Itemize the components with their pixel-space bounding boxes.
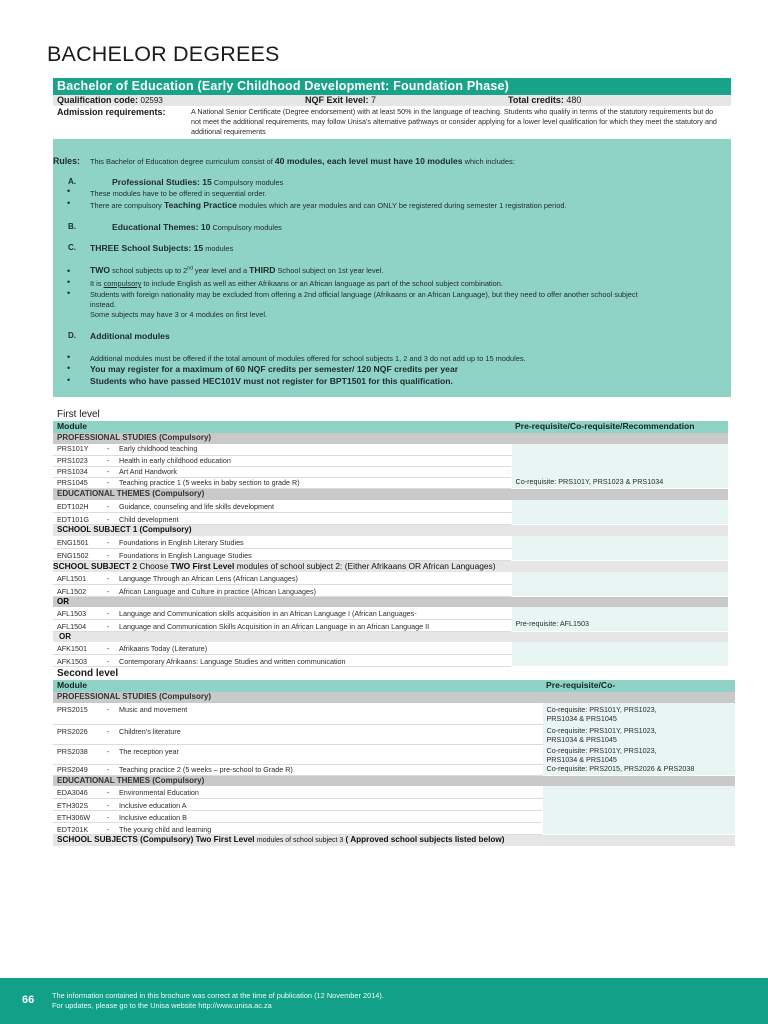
table-row: PRS1034 - Art And Handwork xyxy=(53,466,728,477)
section-c-bullet-2: It is compulsory to include English as well as either Afrikaans or an African language as part of the school subject combination. xyxy=(90,279,503,288)
rules-label: Rules: xyxy=(53,156,80,166)
section-header: EDUCATIONAL THEMES (Compulsory) xyxy=(53,775,735,786)
table-row: PRS2049 - Teaching practice 2 (5 weeks – pre-school to Grade R) Co-requisite: PRS2015, PRS2026 & PRS2038 xyxy=(53,764,735,775)
credits-value: 480 xyxy=(566,95,582,105)
bullet: • xyxy=(67,288,71,298)
table-row: EDT101G - Child development xyxy=(53,512,728,524)
table-row: EDT201K - The young child and learning xyxy=(53,822,735,834)
table-row: PRS2015 - Music and movement Co-requisite: PRS101Y, PRS1023, PRS1034 & PRS1045 xyxy=(53,703,735,724)
prof-requisite: Co-requisite: PRS101Y, PRS1023 & PRS1034 xyxy=(511,444,728,488)
section-header: PROFESSIONAL STUDIES (Compulsory) xyxy=(53,433,728,444)
col-req: Pre-requisite/Co- xyxy=(542,680,735,692)
table-row: EDT102H - Guidance, counseling and life skills development xyxy=(53,500,728,512)
table-row: ENG1501 - Foundations in English Literary Studies xyxy=(53,536,728,548)
section-c-letter: C. xyxy=(68,243,76,252)
section-d-bullet-3: Students who have passed HEC101V must not register for BPT1501 for this qualification. xyxy=(90,376,453,386)
qualification-box xyxy=(53,78,731,134)
table-row: AFL1502 - African Language and Culture in practice (African Languages) xyxy=(53,584,728,596)
qualification-meta xyxy=(53,95,731,106)
table-row: AFK1503 - Contemporary Afrikaans: Language Studies and written communication xyxy=(53,654,728,666)
section-d-letter: D. xyxy=(68,331,76,340)
page-number: 66 xyxy=(22,994,35,1006)
section-d-bullet-2: You may register for a maximum of 60 NQF credits per semester/ 120 NQF credits per year xyxy=(90,364,459,374)
table-row: AFL1504 - Language and Communication Skills Acquisition in an African Language in an African Language II xyxy=(53,619,728,631)
bullet: • xyxy=(67,375,71,385)
table-row: ENG1502 - Foundations in English Language Studies xyxy=(53,548,728,560)
nqf-value: 7 xyxy=(371,95,377,105)
table-header xyxy=(53,421,728,433)
section-b-letter: B. xyxy=(68,222,76,231)
table-row: AFL1503 - Language and Communication skills acquisition in an African Language I (African Languages- Pre-requisite: AFL1503 xyxy=(53,607,728,619)
admission-label: Admission requirements: xyxy=(57,107,166,117)
section-header: EDUCATIONAL THEMES (Compulsory) xyxy=(53,488,728,500)
table-row: PRS1023 - Health in early childhood education xyxy=(53,455,728,466)
col-req: Pre-requisite/Co-requisite/Recommendation xyxy=(511,421,728,433)
footer-line-2: For updates, please go to the Unisa website http://www.unisa.ac.za xyxy=(52,1001,272,1010)
code-value: 02593 xyxy=(140,96,163,105)
footer-line-1: The information contained in this brochure was correct at the time of publication (12 November 2014). xyxy=(52,991,384,1000)
bullet: • xyxy=(67,352,71,362)
or-separator: OR xyxy=(53,631,728,642)
code-label: Qualification code: xyxy=(57,95,139,105)
section-c-bullet-1: TWO school subjects up to 2nd year level and a THIRD School subject on 1st year level. xyxy=(90,265,384,275)
afl-requisite: Pre-requisite: AFL1503 xyxy=(511,607,728,631)
table-header xyxy=(53,680,735,692)
table-row: AFK1501 - Afrikaans Today (Literature) xyxy=(53,642,728,654)
or-separator: OR xyxy=(53,596,728,607)
table-row: AFL1501 - Language Through an African Lens (African Languages) xyxy=(53,572,728,584)
bullet: • xyxy=(67,266,71,276)
section-d-title: Additional modules xyxy=(90,331,170,341)
section-c-bullet-3-cont: instead. xyxy=(90,300,116,309)
page-title: BACHELOR DEGREES xyxy=(47,42,280,66)
section-a-title: Professional Studies: 15 Compulsory modules xyxy=(112,177,284,187)
table-row: ETH306W - Inclusive education B xyxy=(53,810,735,822)
rules-intro: This Bachelor of Education degree curriculum consist of 40 modules, each level must have 10 modules which includes: xyxy=(90,156,515,166)
col-module: Module xyxy=(53,421,511,433)
section-b-title: Educational Themes: 10 Compulsory modules xyxy=(112,222,282,232)
section-a-bullet-1: These modules have to be offered in sequential order. xyxy=(90,189,267,198)
table-row: PRS1045 - Teaching practice 1 (5 weeks in baby section to grade R) xyxy=(53,477,728,488)
section-d-bullet-1: Additional modules must be offered if the total amount of modules offered for school subjects 1, 2 and 3 do not add up to 15 modules. xyxy=(90,354,526,363)
section-header: PROFESSIONAL STUDIES (Compulsory) xyxy=(53,692,735,703)
section-c-bullet-3-note: Some subjects may have 3 or 4 modules on first level. xyxy=(90,310,268,319)
qualification-title: Bachelor of Education (Early Childhood Development: Foundation Phase) xyxy=(53,78,731,95)
col-module: Module xyxy=(53,680,542,692)
bullet: • xyxy=(67,186,71,196)
bullet: • xyxy=(67,277,71,287)
bullet: • xyxy=(67,363,71,373)
table-row: ETH302S - Inclusive education A xyxy=(53,798,735,810)
section-a-letter: A. xyxy=(68,177,76,186)
section-c-bullet-3: Students with foreign nationality may be excluded from offering a 2nd official language (Afrikaans or an African Language), but they need to offer another school subject xyxy=(90,290,638,299)
admission-requirements xyxy=(53,106,731,134)
table-row: PRS2038 - The reception year Co-requisite: PRS101Y, PRS1023, PRS1034 & PRS1045 xyxy=(53,744,735,764)
table-row: EDA3046 - Environmental Education xyxy=(53,786,735,798)
admission-text: A National Senior Certificate (Degree endorsement) with at least 50% in the language of teaching. Students who qualify in terms of the statutory requirements but do not meet the additional requirements, may follow Unisa's alternative pathways or consider applying for a lower level qualification for which they meet the statutory and additional requirements xyxy=(191,107,717,136)
second-level-table xyxy=(53,680,735,846)
bullet: • xyxy=(67,198,71,208)
section-a-bullet-2: There are compulsory Teaching Practice modules which are year modules and can ONLY be registered during semester 1 registration period. xyxy=(90,200,567,210)
credits-label: Total credits: xyxy=(508,95,564,105)
table-row: PRS101Y - Early childhood teaching Co-requisite: PRS101Y, PRS1023 & PRS1034 xyxy=(53,444,728,455)
second-level-title: Second level xyxy=(57,668,119,679)
first-level-table xyxy=(53,421,728,667)
section-header: SCHOOL SUBJECT 2 Choose TWO First Level modules of school subject 2: (Either Afrikaans OR African Languages) xyxy=(53,560,728,572)
footer xyxy=(0,978,768,1024)
section-c-title: THREE School Subjects: 15 modules xyxy=(90,243,234,253)
section-header: SCHOOL SUBJECT 1 (Compulsory) xyxy=(53,524,728,536)
nqf-label: NQF Exit level: xyxy=(305,95,369,105)
first-level-title: First level xyxy=(57,409,100,420)
table-row: PRS2026 - Children’s literature Co-requisite: PRS101Y, PRS1023, PRS1034 & PRS1045 xyxy=(53,724,735,744)
section-header: SCHOOL SUBJECTS (Compulsory) Two First Level modules of school subject 3 ( Approved school subjects listed below) xyxy=(53,834,735,846)
rules-box xyxy=(53,139,731,397)
